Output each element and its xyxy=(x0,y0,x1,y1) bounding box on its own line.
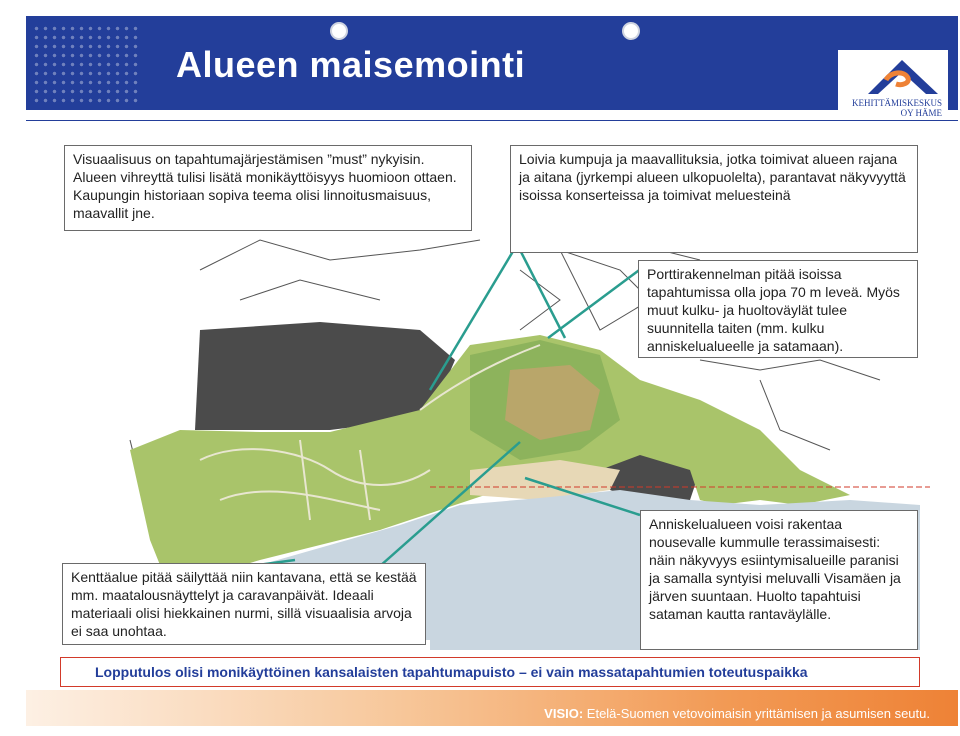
callout-visuality: Visuaalisuus on tapahtumajärjestämisen ”must” nykyisin. Alueen vihreyttä tulisi lisätä monikäyttöisyys huomioon ottaen. Kaupungin historiaan sopiva teema olisi linnoitusmaisuus, maavallit jne. xyxy=(64,145,472,231)
footer-vision-text: Etelä-Suomen vetovoimaisin yrittämisen ja asumisen seutu. xyxy=(583,706,930,721)
footer-vision xyxy=(544,706,930,721)
logo-line-2: OY HÄME xyxy=(900,108,942,118)
footer-visio-label: VISIO: xyxy=(544,706,584,721)
slide-title: Alueen maisemointi xyxy=(176,44,526,85)
callout-gate-structure: Porttirakennelman pitää isoissa tapahtumissa olla jopa 70 m leveä. Myös muut kulku- ja huoltoväylät tulee suunnitella taiten (mm. kulku anniskelualueelle ja satamaan). xyxy=(638,260,918,358)
callout-earth-mounds: Loivia kumpuja ja maavallituksia, jotka toimivat alueen rajana ja aitana (jyrkempi alueen ulkopuolelta), parantavat näkyvyyttä isoissa konserteissa ja toimivat meluesteinä xyxy=(510,145,918,253)
callout-serving-area: Anniskelualueen voisi rakentaa nousevalle kummulle terassimaisesti: näin näkyvyys esiintymisalueille paranisi ja samalla syntyisi meluvalli Visamäen ja järven suuntaan. Huolto tapahtuisi sataman kautta rantaväylälle. xyxy=(640,510,918,650)
conclusion-banner: Lopputulos olisi monikäyttöinen kansalaisten tapahtumapuisto – ei vain massatapahtumien toteutuspaikka xyxy=(60,657,920,687)
logo-line-1: KEHITTÄMISKESKUS xyxy=(852,98,942,108)
callout-field-area: Kenttäalue pitää säilyttää niin kantavana, että se kestää mm. maatalousnäyttelyt ja caravanpäivät. Ideaali materiaali olisi hiekkainen nurmi, sillä visuaalisia arvoja ei saa unohtaa. xyxy=(62,563,426,645)
